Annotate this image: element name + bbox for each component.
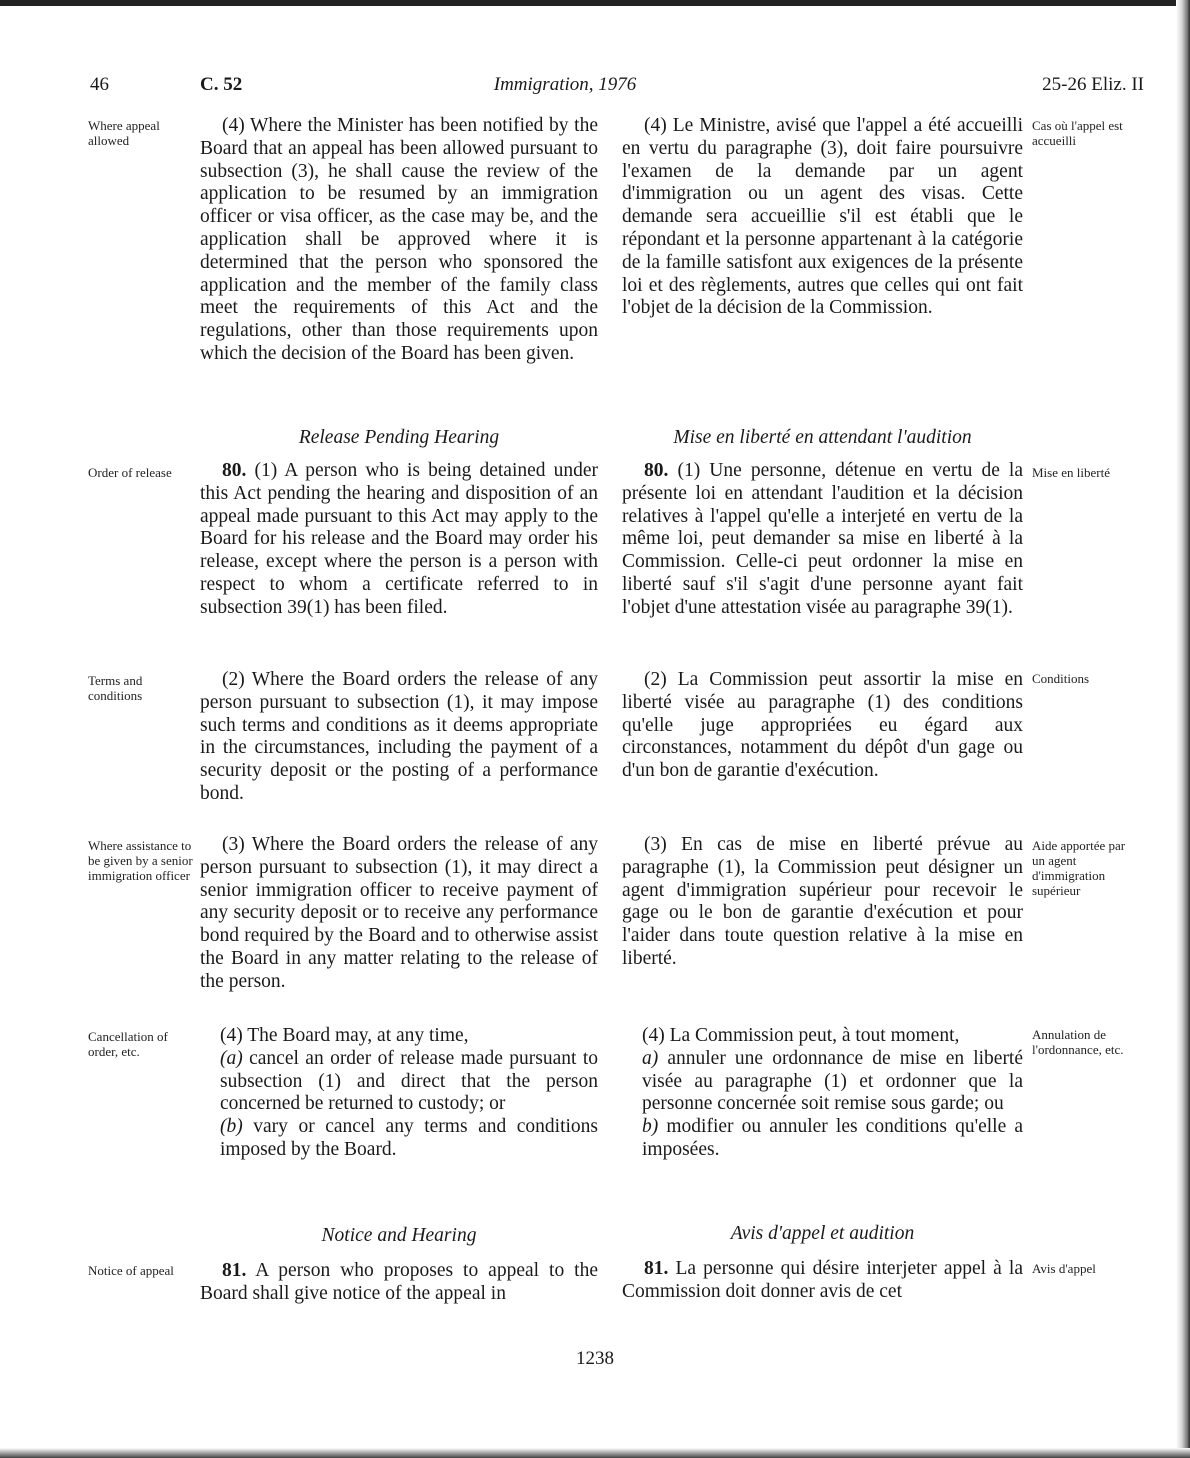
- margin-note-avis-appel: Avis d'appel: [1032, 1261, 1096, 1276]
- margin-note-cancellation-of-order: Cancellation of order, etc.: [88, 1029, 168, 1059]
- section-80-1-fr: [622, 460, 1023, 620]
- section-80-2-en: (2) Where the Board orders the release of any person pursuant to subsection (1), it may impose such terms and conditions as it deems appropriate in the circumstances, including the payment of a security deposit or the posting of a performance bond.: [200, 669, 598, 804]
- section-80-4-en: [200, 1025, 598, 1162]
- para-b-text-en: vary or cancel any terms and conditions imposed by the Board.: [220, 1116, 599, 1160]
- section-80-4-fr-intro: (4) La Commission peut, à tout moment,: [642, 1025, 960, 1046]
- scan-top-edge: [0, 0, 1190, 6]
- para-a-text-fr: annuler une ordonnance de mise en liberté visée au paragraphe (1) et ordonner que la personne concernée soit remise sous garde; ou: [642, 1047, 1024, 1115]
- para-b-text-fr: modifier ou annuler les conditions qu'elle a imposées.: [642, 1116, 1024, 1160]
- margin-note-annulation: Annulation de l'ordonnance, etc.: [1032, 1027, 1124, 1057]
- margin-note-conditions: Conditions: [1032, 671, 1090, 686]
- section-80-1-en-text: (1) A person who is being detained under this Act pending the hearing and disposition of an appeal made pursuant to this Act may apply to the Board for his release and the Board may order his release, except where the person is a person with respect to whom a certificate referred to in subsection 39(1) has been filed.: [200, 460, 599, 618]
- section-number-80-fr: 80.: [644, 460, 669, 481]
- heading-avis-appel: Avis d'appel et audition: [730, 1223, 915, 1244]
- scan-binding-shadow: [1176, 0, 1190, 1458]
- section-80-4-fr-para-a: [622, 1048, 1023, 1116]
- para-b-label-fr: b): [642, 1116, 659, 1138]
- header-title: Immigration, 1976: [493, 74, 637, 95]
- section-number-81-en: 81.: [222, 1260, 247, 1281]
- margin-note-notice-of-appeal: Notice of appeal: [88, 1263, 174, 1278]
- margin-note-terms-and-conditions: Terms and conditions: [88, 673, 143, 703]
- header-page-number: 46: [90, 74, 109, 95]
- section-80-3-en: (3) Where the Board orders the release of any person pursuant to subsection (1), it may direct a senior immigration officer to receive payment of any security deposit or to receive any performance bond required by the Board and to otherwise assist the Board in any matter relating to the release of the person.: [200, 834, 598, 992]
- margin-note-where-assistance: Where assistance to be given by a senior immigration officer: [88, 838, 193, 883]
- section-80-4-en-para-b: [200, 1116, 598, 1162]
- margin-note-mise-en-liberte: Mise en liberté: [1032, 465, 1110, 480]
- heading-mise-en-liberte: Mise en liberté en attendant l'audition: [673, 427, 972, 448]
- section-81-en-text: A person who proposes to appeal to the Board shall give notice of the appeal in: [200, 1260, 598, 1304]
- section-80-3-fr: (3) En cas de mise en liberté prévue au paragraphe (1), la Commission peut désigner un agent d'immigration supérieur pour recevoir le gage ou le bon de garantie d'exécution et pour l'aider dans toute question relative à la mise en liberté.: [622, 834, 1023, 969]
- margin-note-order-of-release: Order of release: [88, 465, 172, 480]
- para-a-label-en: (a): [220, 1047, 243, 1069]
- header-regnal-year: 25-26 Eliz. II: [1042, 74, 1144, 95]
- section-79-4-fr: (4) Le Ministre, avisé que l'appel a été accueilli en vertu du paragraphe (3), doit faire poursuivre l'examen de la demande par un agent d'immigration ou un agent des visas. Cette demande sera accueillie s'il est établi que le répondant et la personne appartenant à la catégorie de la famille satisfont aux exigences de la présente loi et des règlements, autres que celles qui ont fait l'objet de la décision de la Commission.: [622, 115, 1023, 319]
- para-b-label-en: (b): [220, 1116, 243, 1138]
- section-79-4-en: (4) Where the Minister has been notified by the Board that an appeal has been allowed pursuant to subsection (3), he shall cause the review of the application to be resumed by an immigration officer or visa officer, as the case may be, and the application shall be approved where it is determined that the person who sponsored the application and the member of the family class meet the requirements of this Act and the regulations, other than those requirements upon which the decision of the Board has been given.: [200, 115, 598, 364]
- section-80-4-en-para-a: [200, 1048, 598, 1116]
- margin-note-aide-apportee: Aide apportée par un agent d'immigration supérieur: [1032, 838, 1126, 898]
- section-80-1-fr-text: (1) Une personne, détenue en vertu de la présente loi en attendant l'audition et la décision relatives à l'appel qu'elle a interjeté en vertu de la même loi, peut demander sa mise en liberté à la Commission. Celle-ci peut ordonner la mise en liberté sauf s'il s'agit d'une personne ayant fait l'objet d'une attestation visée au paragraphe 39(1).: [622, 460, 1024, 618]
- section-80-4-fr: [622, 1025, 1023, 1162]
- scan-bottom-edge: [0, 1448, 1190, 1458]
- para-a-text-en: cancel an order of release made pursuant to subsection (1) and direct that the person concerned be returned to custody; or: [220, 1047, 598, 1115]
- header-chapter: C. 52: [200, 74, 243, 95]
- heading-notice-and-hearing: Notice and Hearing: [321, 1225, 477, 1246]
- section-number-81-fr: 81.: [644, 1258, 669, 1279]
- margin-note-cas-ou-appel: Cas où l'appel est accueilli: [1032, 118, 1123, 148]
- section-80-1-en: [200, 460, 598, 620]
- section-80-4-fr-para-b: [622, 1116, 1023, 1162]
- section-80-2-fr: (2) La Commission peut assortir la mise en liberté visée au paragraphe (1) des conditions qu'elle juge appropriées eu égard aux circonstances, notamment du dépôt d'un gage ou d'un bon de garantie d'exécution.: [622, 669, 1023, 782]
- section-number-80-en: 80.: [222, 460, 247, 481]
- margin-note-where-appeal-allowed: Where appeal allowed: [88, 118, 160, 148]
- heading-release-pending-hearing: Release Pending Hearing: [298, 427, 500, 448]
- section-81-fr-text: La personne qui désire interjeter appel à la Commission doit donner avis de cet: [622, 1258, 1024, 1302]
- footer-page-number: 1238: [576, 1348, 614, 1369]
- section-81-fr: [622, 1258, 1023, 1304]
- section-81-en: [200, 1260, 598, 1306]
- section-80-4-en-intro: (4) The Board may, at any time,: [220, 1025, 469, 1046]
- para-a-label-fr: a): [642, 1047, 659, 1069]
